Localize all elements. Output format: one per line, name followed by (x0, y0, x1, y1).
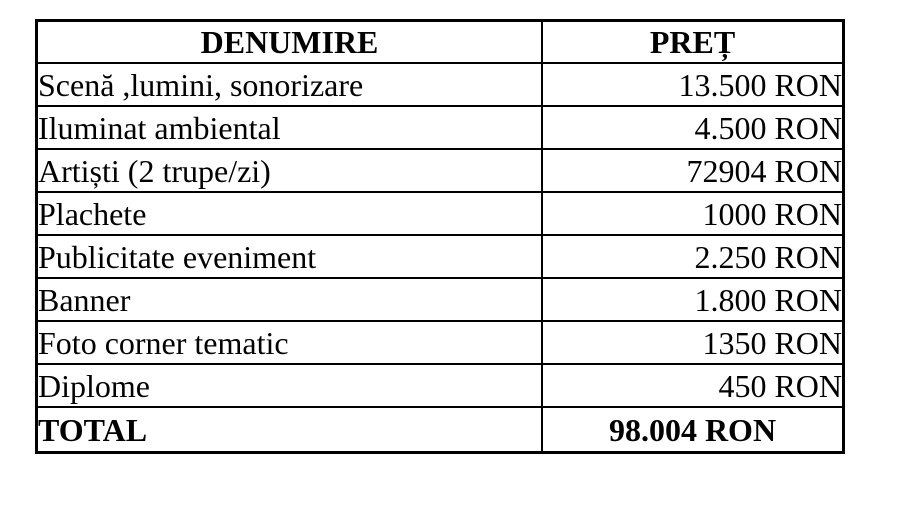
item-price: 1.800 RON (542, 278, 844, 321)
item-name: Plachete (37, 192, 543, 235)
table-row (37, 321, 844, 364)
table-row (37, 192, 844, 235)
total-row (37, 407, 844, 453)
table-row (37, 149, 844, 192)
table-row (37, 235, 844, 278)
item-name: Artiști (2 trupe/zi) (37, 149, 543, 192)
item-price: 4.500 RON (542, 106, 844, 149)
item-name: Diplome (37, 364, 543, 407)
header-row (37, 21, 844, 64)
item-name: Banner (37, 278, 543, 321)
item-price: 1350 RON (542, 321, 844, 364)
column-header-denumire: DENUMIRE (37, 21, 543, 64)
item-name: Foto corner tematic (37, 321, 543, 364)
table-row (37, 364, 844, 407)
item-price: 72904 RON (542, 149, 844, 192)
item-price: 1000 RON (542, 192, 844, 235)
item-name: Scenă ,lumini, sonorizare (37, 63, 543, 106)
total-label: TOTAL (37, 407, 543, 453)
total-price: 98.004 RON (542, 407, 844, 453)
table-row (37, 278, 844, 321)
column-header-pret: PREȚ (542, 21, 844, 64)
table-row (37, 106, 844, 149)
item-name: Publicitate eveniment (37, 235, 543, 278)
item-name: Iluminat ambiental (37, 106, 543, 149)
item-price: 450 RON (542, 364, 844, 407)
item-price: 2.250 RON (542, 235, 844, 278)
table-row (37, 63, 844, 106)
price-table (35, 19, 845, 454)
item-price: 13.500 RON (542, 63, 844, 106)
